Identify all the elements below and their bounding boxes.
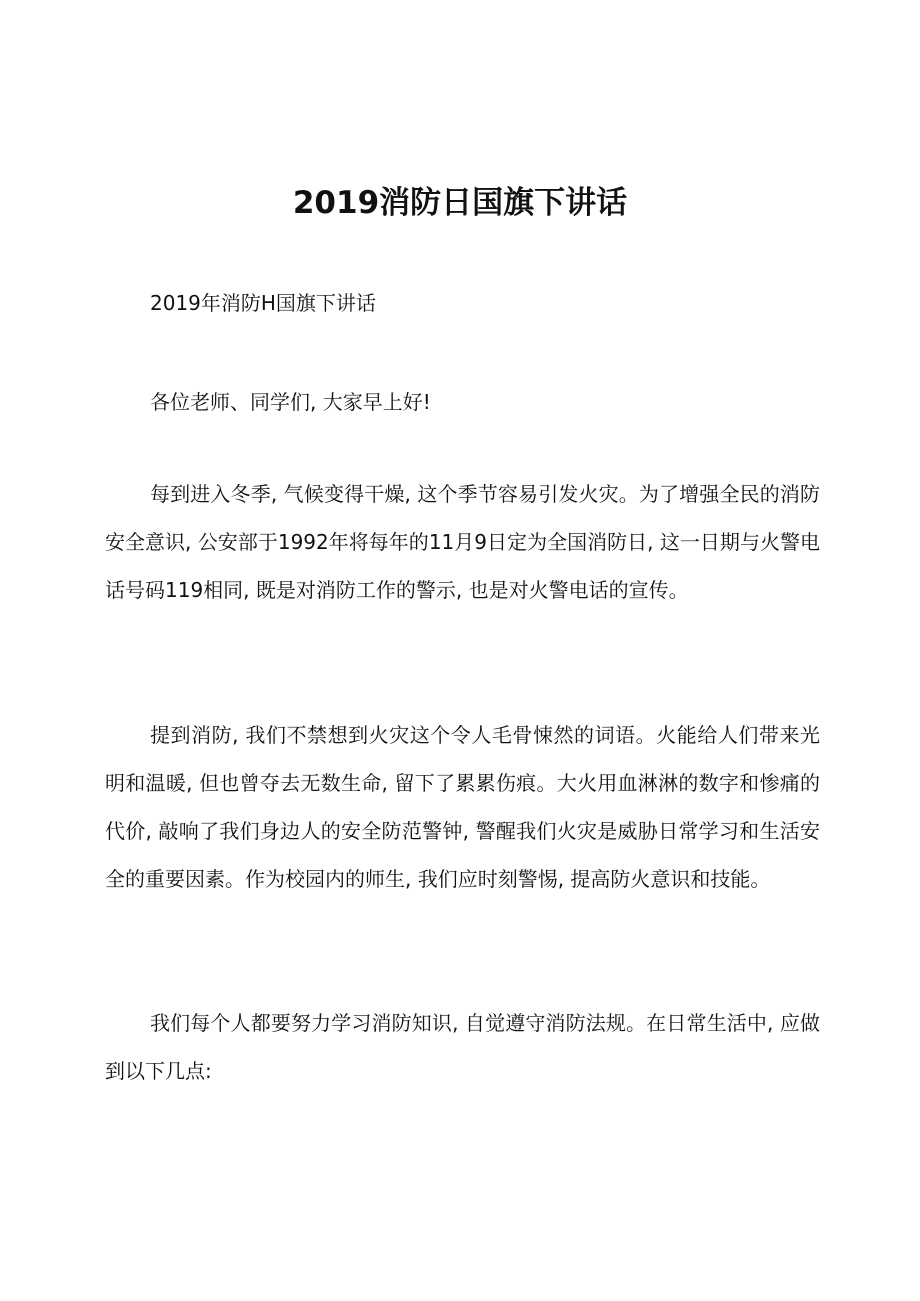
greeting-paragraph: 各位老师、同学们, 大家早上好! — [150, 390, 431, 414]
paragraph-fire-danger: 提到消防, 我们不禁想到火灾这个令人毛骨悚然的词语。火能给人们带来光明和温暖, 但也曾夺去无数生命, 留下了累累伤痕。大火用血淋淋的数字和惨痛的代价, 敲响了我们身边人的安全防范警钟, 警醒我们火灾是威胁日常学习和生活安全的重要因素。作为校园内的师生, 我们应时刻警惕, 提高防火意识和技能。 — [105, 723, 820, 891]
paragraph-fire-knowledge: 我们每个人都要努力学习消防知识, 自觉遵守消防法规。在日常生活中, 应做到以下几点: — [105, 1011, 820, 1083]
document-title: 2019消防日国旗下讲话 — [292, 185, 628, 221]
document-subtitle: 2019年消防H国旗下讲话 — [150, 291, 376, 315]
paragraph-fire-day: 每到进入冬季, 气候变得干燥, 这个季节容易引发火灾。为了增强全民的消防安全意识, 公安部于1992年将每年的11月9日定为全国消防日, 这一日期与火警电话号码119相同, 既是对消防工作的警示, 也是对火警电话的宣传。 — [105, 482, 820, 602]
